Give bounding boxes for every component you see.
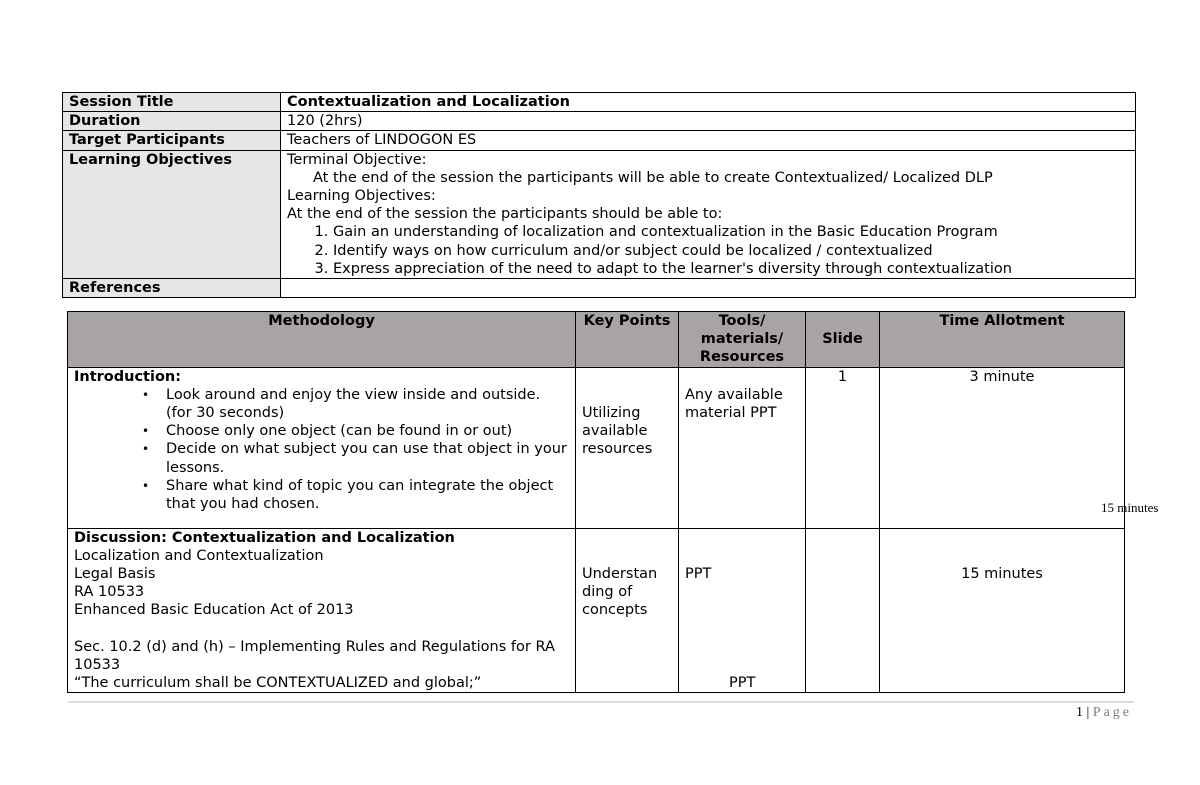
intro-heading: Introduction: <box>74 368 182 385</box>
lo-intro: At the end of the session the participants should be able to: <box>287 206 723 223</box>
objectives-list <box>287 223 1129 278</box>
stray-time-note: 15 minutes <box>1101 500 1159 515</box>
discussion-time: 15 minutes <box>880 528 1125 693</box>
discussion-line: Localization and Contextualization <box>74 547 324 564</box>
intro-bullet: • Look around and enjoy the view inside and outside. (for 30 seconds) <box>166 386 569 422</box>
intro-time: 3 minute <box>880 367 1125 528</box>
intro-bullet: • Decide on what subject you can use that object in your lessons. <box>166 440 569 476</box>
slide-header: Slide <box>806 312 880 368</box>
methodology-table <box>67 311 1125 693</box>
objective-item: 3. Express appreciation of the need to adapt to the learner's diversity through contextualization <box>333 260 1129 278</box>
discussion-tools: PPT <box>685 565 712 582</box>
duration-value: 120 (2hrs) <box>281 112 1136 131</box>
discussion-key-points: Understan ding of concepts <box>576 528 679 693</box>
time-header: Time Allotment <box>880 312 1125 368</box>
discussion-sec-line: Sec. 10.2 (d) and (h) – Implementing Rules and Regulations for RA 10533 <box>74 638 555 673</box>
participants-label: Target Participants <box>63 131 281 150</box>
key-points-header: Key Points <box>576 312 679 368</box>
intro-bullet: • Share what kind of topic you can integrate the object that you had chosen. <box>166 477 569 513</box>
discussion-line: Enhanced Basic Education Act of 2013 <box>74 602 354 619</box>
page-number: 1 <box>1075 705 1083 720</box>
objective-item: 1. Gain an understanding of localization and contextualization in the Basic Education Program <box>333 223 1129 241</box>
discussion-line: Legal Basis <box>74 566 156 583</box>
discussion-tools-cell <box>679 528 806 693</box>
duration-label: Duration <box>63 112 281 131</box>
references-value <box>281 279 1136 298</box>
discussion-quote: “The curriculum shall be CONTEXTUALIZED and global;” <box>74 675 482 692</box>
intro-bullet: • Choose only one object (can be found in or out) <box>166 422 569 440</box>
discussion-line: RA 10533 <box>74 584 145 601</box>
references-label: References <box>63 279 281 298</box>
session-info-table <box>62 92 1136 298</box>
objectives-cell <box>281 150 1136 278</box>
intro-cell <box>68 367 576 528</box>
intro-slide: 1 <box>806 367 880 528</box>
intro-bullets <box>74 386 569 513</box>
objective-item: 2. Identify ways on how curriculum and/or subject could be localized / contextualized <box>333 242 1129 260</box>
objectives-label: Learning Objectives <box>63 150 281 278</box>
terminal-text: At the end of the session the participants will be able to create Contextualized/ Localized DLP <box>313 169 993 186</box>
discussion-heading: Discussion: Contextualization and Localization <box>74 529 455 546</box>
lo-heading: Learning Objectives: <box>287 188 436 205</box>
page-footer <box>1076 705 1132 721</box>
discussion-tools-bottom: PPT <box>729 675 756 692</box>
page-word: Page <box>1092 705 1132 720</box>
discussion-slide <box>806 528 880 693</box>
intro-tools: Any available material PPT <box>679 367 806 528</box>
session-title-label: Session Title <box>63 93 281 112</box>
tools-header: Tools/ materials/ Resources <box>679 312 806 368</box>
intro-key-points: Utilizing available resources <box>576 367 679 528</box>
footer-divider <box>68 701 1134 703</box>
session-title-value: Contextualization and Localization <box>281 93 1136 112</box>
methodology-header: Methodology <box>68 312 576 368</box>
page-separator: | <box>1086 705 1090 720</box>
discussion-cell <box>68 528 576 693</box>
participants-value: Teachers of LINDOGON ES <box>281 131 1136 150</box>
terminal-heading: Terminal Objective: <box>287 151 427 168</box>
